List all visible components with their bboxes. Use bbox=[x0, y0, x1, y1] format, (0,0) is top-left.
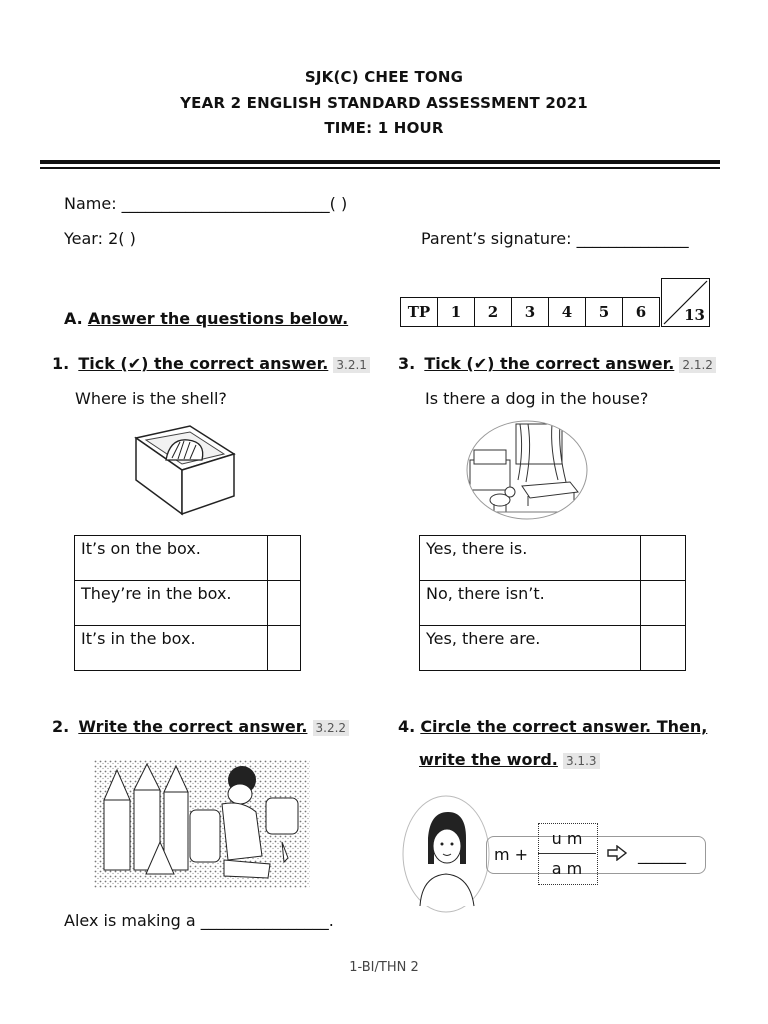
section-letter: A. bbox=[64, 309, 83, 328]
tick-box[interactable] bbox=[268, 536, 301, 581]
tick-box[interactable] bbox=[268, 581, 301, 626]
girl-picture bbox=[402, 794, 490, 914]
q4-code: 3.1.3 bbox=[563, 753, 600, 769]
choice-um[interactable]: u m bbox=[551, 829, 583, 848]
q4-instruction: Circle the correct answer. Then, bbox=[420, 717, 708, 736]
tick-box[interactable] bbox=[268, 626, 301, 671]
score-total: 13 bbox=[684, 306, 705, 324]
q2-code: 3.2.2 bbox=[313, 720, 350, 736]
option-text: It’s in the box. bbox=[75, 626, 268, 671]
table-row bbox=[75, 626, 301, 671]
q4-instruction-cont: write the word. bbox=[419, 750, 558, 769]
arrow-right-icon bbox=[606, 845, 628, 861]
q1-question: Where is the shell? bbox=[75, 389, 227, 408]
tp-cell: 5 bbox=[586, 298, 623, 327]
q4-heading bbox=[398, 717, 707, 736]
table-row bbox=[420, 581, 686, 626]
q3-heading bbox=[398, 354, 716, 373]
page-footer: 1-BI/THN 2 bbox=[349, 960, 419, 975]
section-a-heading bbox=[64, 309, 348, 328]
tick-box[interactable] bbox=[641, 626, 686, 671]
tick-box[interactable] bbox=[641, 581, 686, 626]
option-text: No, there isn’t. bbox=[420, 581, 641, 626]
q3-code: 2.1.2 bbox=[679, 357, 716, 373]
q1-options-table bbox=[74, 535, 301, 671]
option-text: They’re in the box. bbox=[75, 581, 268, 626]
q2-heading bbox=[52, 717, 349, 736]
choice-am[interactable]: a m bbox=[551, 859, 583, 878]
q3-options-table bbox=[419, 535, 686, 671]
table-row bbox=[420, 626, 686, 671]
q3-instruction: Tick (✔) the correct answer. bbox=[424, 354, 675, 373]
assessment-title: YEAR 2 ENGLISH STANDARD ASSESSMENT 2021 bbox=[180, 94, 588, 112]
score-box[interactable] bbox=[661, 278, 710, 327]
header-divider bbox=[40, 160, 720, 164]
table-row bbox=[75, 536, 301, 581]
option-text: Yes, there is. bbox=[420, 536, 641, 581]
q4-prefix: m + bbox=[494, 845, 529, 864]
q2-sentence: Alex is making a ________________. bbox=[64, 911, 334, 930]
living-room-picture bbox=[466, 420, 588, 520]
year-field[interactable]: Year: 2( ) bbox=[64, 229, 136, 248]
q2-number: 2. bbox=[52, 717, 70, 736]
box-with-shell-picture bbox=[130, 420, 240, 520]
option-text: It’s on the box. bbox=[75, 536, 268, 581]
option-text: Yes, there are. bbox=[420, 626, 641, 671]
tp-cell: TP bbox=[401, 298, 438, 327]
name-field[interactable]: Name: __________________________( ) bbox=[64, 194, 348, 213]
header-divider-thin bbox=[40, 167, 720, 169]
sandcastle-picture bbox=[94, 760, 310, 888]
tp-cell: 1 bbox=[438, 298, 475, 327]
q1-instruction: Tick (✔) the correct answer. bbox=[78, 354, 329, 373]
tick-box[interactable] bbox=[641, 536, 686, 581]
tp-cell: 3 bbox=[512, 298, 549, 327]
q1-code: 3.2.1 bbox=[333, 357, 370, 373]
table-row bbox=[75, 581, 301, 626]
section-title: Answer the questions below. bbox=[87, 309, 349, 328]
q4-number: 4. bbox=[398, 717, 416, 736]
q1-number: 1. bbox=[52, 354, 70, 373]
q3-number: 3. bbox=[398, 354, 416, 373]
tp-cell: 4 bbox=[549, 298, 586, 327]
school-name: SJK(C) CHEE TONG bbox=[304, 68, 464, 86]
q1-heading bbox=[52, 354, 370, 373]
q2-instruction: Write the correct answer. bbox=[78, 717, 308, 736]
tp-cell: 2 bbox=[475, 298, 512, 327]
q3-question: Is there a dog in the house? bbox=[425, 389, 649, 408]
q4-heading-line2 bbox=[419, 750, 600, 769]
table-row bbox=[420, 536, 686, 581]
tp-table bbox=[400, 297, 660, 327]
tp-cell: 6 bbox=[623, 298, 660, 327]
parent-signature-field[interactable]: Parent’s signature: ______________ bbox=[421, 229, 689, 248]
choice-divider bbox=[538, 853, 596, 854]
time-label: TIME: 1 HOUR bbox=[324, 119, 444, 137]
q4-answer-blank[interactable]: ______ bbox=[638, 845, 686, 864]
